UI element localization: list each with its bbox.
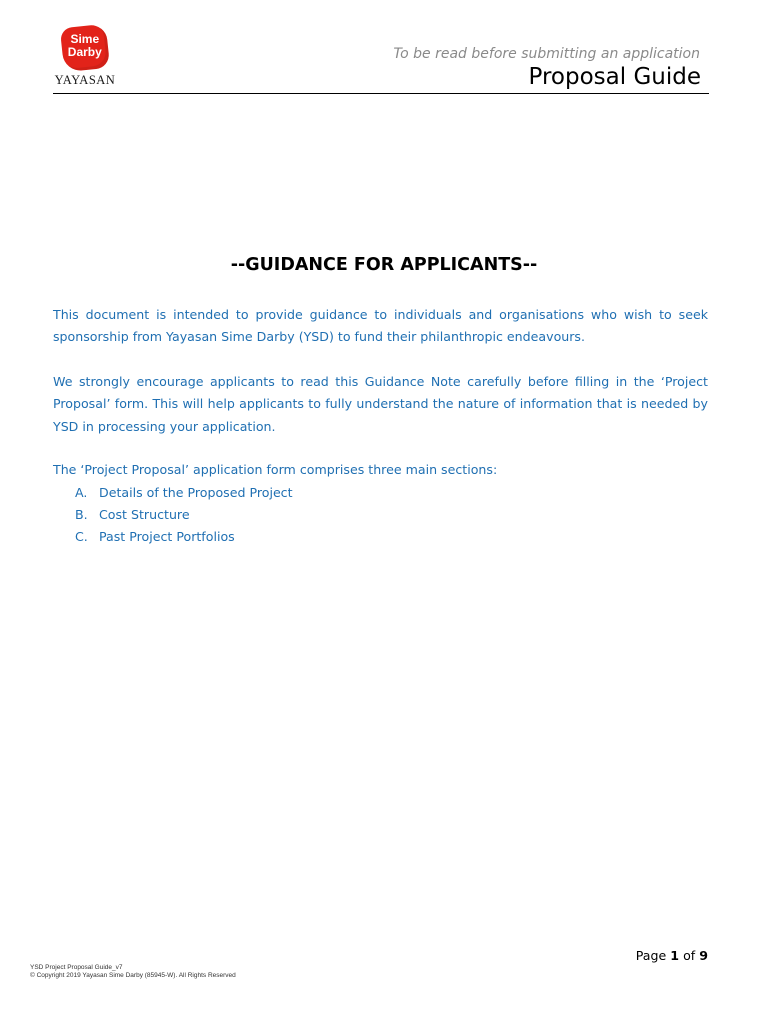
- page-of: of: [683, 948, 696, 963]
- footer-copyright: © Copyright 2019 Yayasan Sime Darby (85945-W). All Rights Reserved: [30, 972, 236, 979]
- logo-badge: [60, 24, 110, 73]
- page-current: 1: [670, 948, 680, 963]
- form-sections-intro: The ‘Project Proposal’ application form comprises three main sections:: [53, 462, 498, 477]
- list-item: [75, 526, 293, 548]
- section-heading: --GUIDANCE FOR APPLICANTS--: [230, 255, 538, 275]
- list-marker: B.: [75, 507, 88, 522]
- yayasan-sime-darby-logo: [52, 26, 118, 90]
- page-total: 9: [699, 948, 708, 963]
- footer-notes: [30, 964, 236, 980]
- header-divider: [53, 93, 709, 94]
- list-marker: C.: [75, 529, 88, 544]
- logo-badge-line1: Sime: [70, 32, 100, 47]
- logo-badge-text: [62, 33, 108, 59]
- list-marker: A.: [75, 485, 88, 500]
- list-item: [75, 504, 293, 526]
- logo-badge-line2: Darby: [67, 45, 102, 60]
- list-item-label: Cost Structure: [99, 507, 190, 522]
- encouragement-paragraph: We strongly encourage applicants to read this Guidance Note carefully before filling in the ‘Project Proposal’ form. This will help applicants to fully understand the nature of information that is needed by YSD in processing your application.: [53, 374, 708, 434]
- list-item-label: Details of the Proposed Project: [99, 485, 293, 500]
- document-title: Proposal Guide: [528, 64, 701, 90]
- list-item: [75, 482, 293, 504]
- footer-doc-name: YSD Project Proposal Guide_v7: [30, 964, 123, 971]
- page-number: [636, 948, 708, 963]
- intro-paragraph: This document is intended to provide guidance to individuals and organisations who wish to seek sponsorship from Yayasan Sime Darby (YSD) to fund their philanthropic endeavours.: [53, 307, 708, 345]
- header-subtitle: To be read before submitting an application: [393, 46, 700, 62]
- list-item-label: Past Project Portfolios: [99, 529, 235, 544]
- page-label: Page: [635, 948, 667, 963]
- form-sections-list: [75, 482, 293, 548]
- logo-wordmark: YAYASAN: [54, 73, 116, 87]
